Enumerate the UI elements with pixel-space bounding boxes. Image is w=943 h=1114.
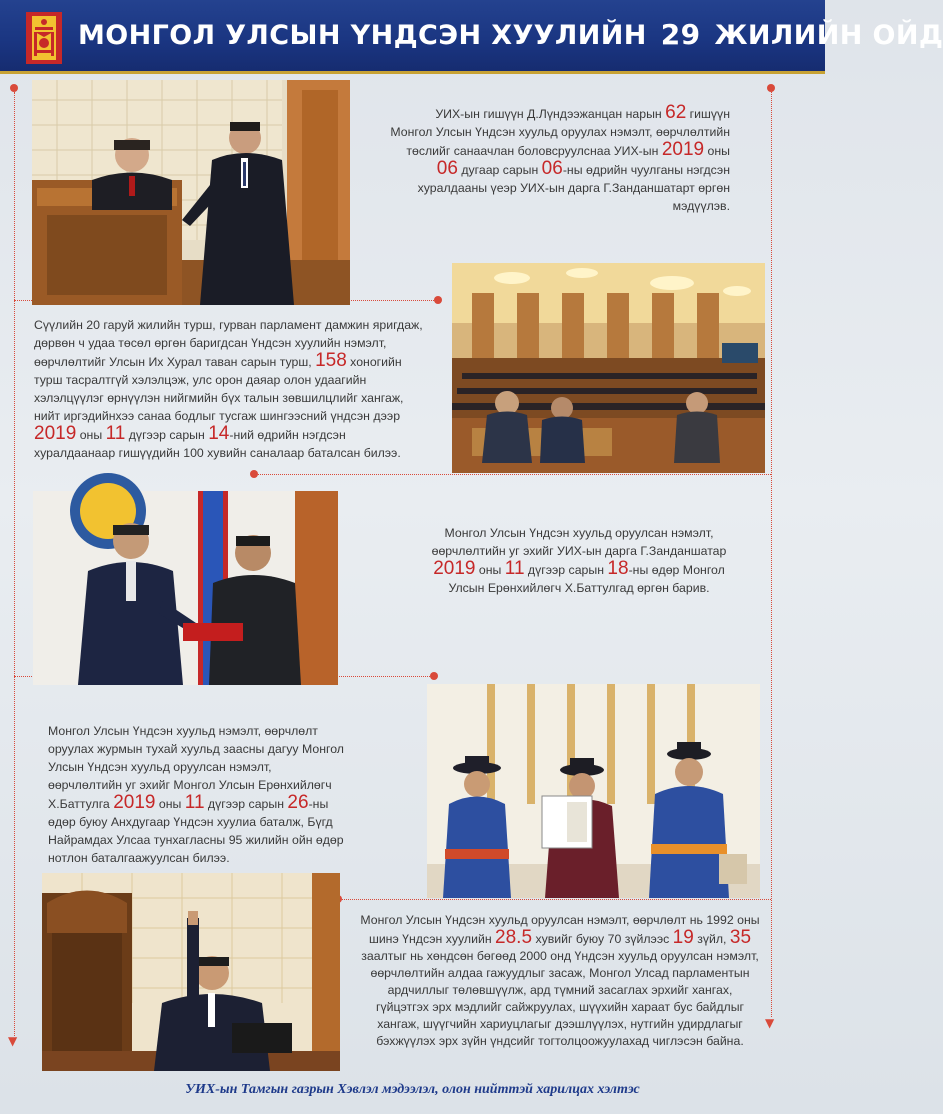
paragraph-text: оны	[155, 797, 185, 811]
paragraph-text: хувийг буюу 70 зүйлээс	[532, 932, 673, 946]
title-part-1: МОНГОЛ УЛСЫН ҮНДСЭН ХУУЛИЙН	[78, 20, 647, 51]
paragraph-text: -ны өдөр буюу Анхдугаар Үндсэн хуулиа баталж, Бүгд Найрамдах Улсаа тунхагласны 95 жилийн ойн өдөр нотлон баталгаажуулсан билээ.	[48, 797, 344, 865]
section-text-2	[34, 316, 426, 462]
timeline-arrow-down-icon: ▼	[8, 1034, 18, 1048]
timeline-dot	[10, 84, 18, 92]
section-text-5	[360, 912, 760, 1050]
paragraph-text: дүгээр сарын	[125, 428, 209, 442]
section-text-3	[420, 524, 738, 597]
paragraph-text: -ны өдрийн чуулганы нэгдсэн хуралдааны үеэр УИХ-ын дарга Г.Занданшатарт өргөн мэдүүлэв.	[417, 163, 730, 213]
highlight-number: 06	[541, 158, 563, 179]
highlight-number: 62	[665, 102, 687, 123]
photo-parliament-hall	[452, 263, 765, 473]
timeline-dot	[430, 672, 438, 680]
title-number: 29	[660, 18, 701, 51]
highlight-number: 2019	[433, 558, 476, 579]
highlight-number: 06	[436, 158, 458, 179]
highlight-number: 11	[504, 558, 525, 579]
highlight-number: 11	[184, 792, 205, 813]
paragraph-text: оны	[475, 563, 505, 577]
photo-voting-hand	[42, 873, 340, 1071]
highlight-number: 2019	[34, 423, 77, 444]
soyombo-emblem-icon	[26, 12, 62, 64]
page-header	[0, 0, 943, 74]
paragraph-text: Монгол Улсын Үндсэн хуульд нэмэлт, өөрчлөлт оруулах журмын тухай хуульд заасны дагуу Монгол Улсын Үндсэн хуульд оруулсан нэмэлт, өөрчлөлтийн уг эхийг Монгол Улсын Ерөнхийлөгч Х.Баттулга	[48, 724, 344, 811]
highlight-number: 158	[315, 350, 347, 371]
highlight-number: 35	[729, 927, 752, 948]
section-text-1	[390, 104, 730, 215]
paragraph-text: хоногийн турш тасралтгүй хэлэлцэж, улс орон даяар олон удаагийн хэлэлцүүлэг өрнүүлэн нийгмийн бүх талын зөвшилцлийг хангаж, нийт иргэдийнхээ санаа бодлыг тусгаж шингээсний үндсэн дээр	[34, 355, 404, 423]
paragraph-text: -ний өдрийн нэгдсэн хуралдаанаар гишүүдийн 100 хувийн саналаар баталсан билээ.	[34, 428, 401, 460]
highlight-number: 19	[672, 927, 694, 948]
title-part-2: ЖИЛИЙН ОЙД	[714, 20, 943, 51]
paragraph-text: Сүүлийн 20 гаруй жилийн турш, гурван парламент дамжин яригдаж, дөрвөн ч удаа төсөл өргөн баригдсан Үндсэн хуулийн нэмэлт, өөрчлөлтийг Улсын Их Хурал таван сарын турш,	[34, 318, 423, 369]
photo-document-handover	[33, 491, 338, 685]
highlight-number: 2019	[661, 139, 705, 160]
highlight-number: 26	[287, 792, 309, 813]
timeline-connector	[258, 474, 771, 475]
timeline-left-line	[14, 92, 15, 1036]
timeline-dot	[434, 296, 442, 304]
paragraph-text: оны	[76, 428, 106, 442]
timeline-right-line	[771, 92, 772, 1017]
paragraph-text: гишүүн Монгол Улсын Үндсэн хуульд оруулах нэмэлт, өөрчлөлтийн төслийг санаачлан боловсруулснаа УИХ-ын	[390, 107, 730, 158]
highlight-number: 14	[208, 423, 230, 444]
timeline-arrow-down-icon: ▼	[765, 1016, 775, 1030]
paragraph-text: УИХ-ын гишүүн Д.Лүндээжанцан нарын	[435, 107, 666, 121]
paragraph-text: дүгээр сарын	[524, 563, 608, 577]
paragraph-text: оны	[704, 144, 730, 158]
paragraph-text: дүгээр сарын	[204, 797, 288, 811]
page-title	[78, 18, 943, 51]
paragraph-text: -ны өдөр Монгол Улсын Ерөнхийлөгч Х.Баттулгад өргөн барив.	[448, 563, 725, 595]
highlight-number: 2019	[113, 792, 156, 813]
paragraph-text: заалтыг нь хөндсөн бөгөөд 2000 онд Үндсэн хуульд оруулсан нэмэлт, өөрчлөлтийн алдаа гажуудлыг засаж, Монгол Улсад парламентын ардчиллыг төлөвшүүлж, ард түмний засаглах эрхийг хангах, гүйцэтгэх эрх мэдлийг сайжруулах, шүүхийн хараат бус байдлыг хангаж, шүүгчийн хариуцлагыг дээшлүүлэх, нутгийн удирдлагыг бэхжүүлэх эрх зүйн үндсийг тогтолцоожуулахад чиглэсэн байна.	[361, 949, 759, 1048]
paragraph-text: Монгол Улсын Үндсэн хуульд оруулсан нэмэлт, өөрчлөлт нь 1992 оны шинэ Үндсэн хуулийн	[360, 913, 760, 946]
highlight-number: 11	[105, 423, 126, 444]
paragraph-text: Монгол Улсын Үндсэн хуульд оруулсан нэмэлт, өөрчлөлтийн уг эхийг УИХ-ын дарга Г.Занданшатар	[431, 526, 727, 558]
highlight-number: 28.5	[495, 927, 533, 948]
timeline-dot	[767, 84, 775, 92]
footer-credit: УИХ-ын Тамгын газрын Хэвлэл мэдээлэл, олон нийттэй харилцах хэлтэс	[185, 1082, 640, 1097]
photo-speaker-podium	[32, 80, 350, 305]
paragraph-text: дугаар сарын	[457, 163, 542, 177]
paragraph-text: зүйл,	[693, 932, 730, 946]
photo-ceremony-deel	[427, 684, 760, 898]
timeline-dot	[250, 470, 258, 478]
highlight-number: 18	[607, 558, 629, 579]
section-text-4	[48, 722, 348, 867]
timeline-connector	[340, 899, 771, 900]
